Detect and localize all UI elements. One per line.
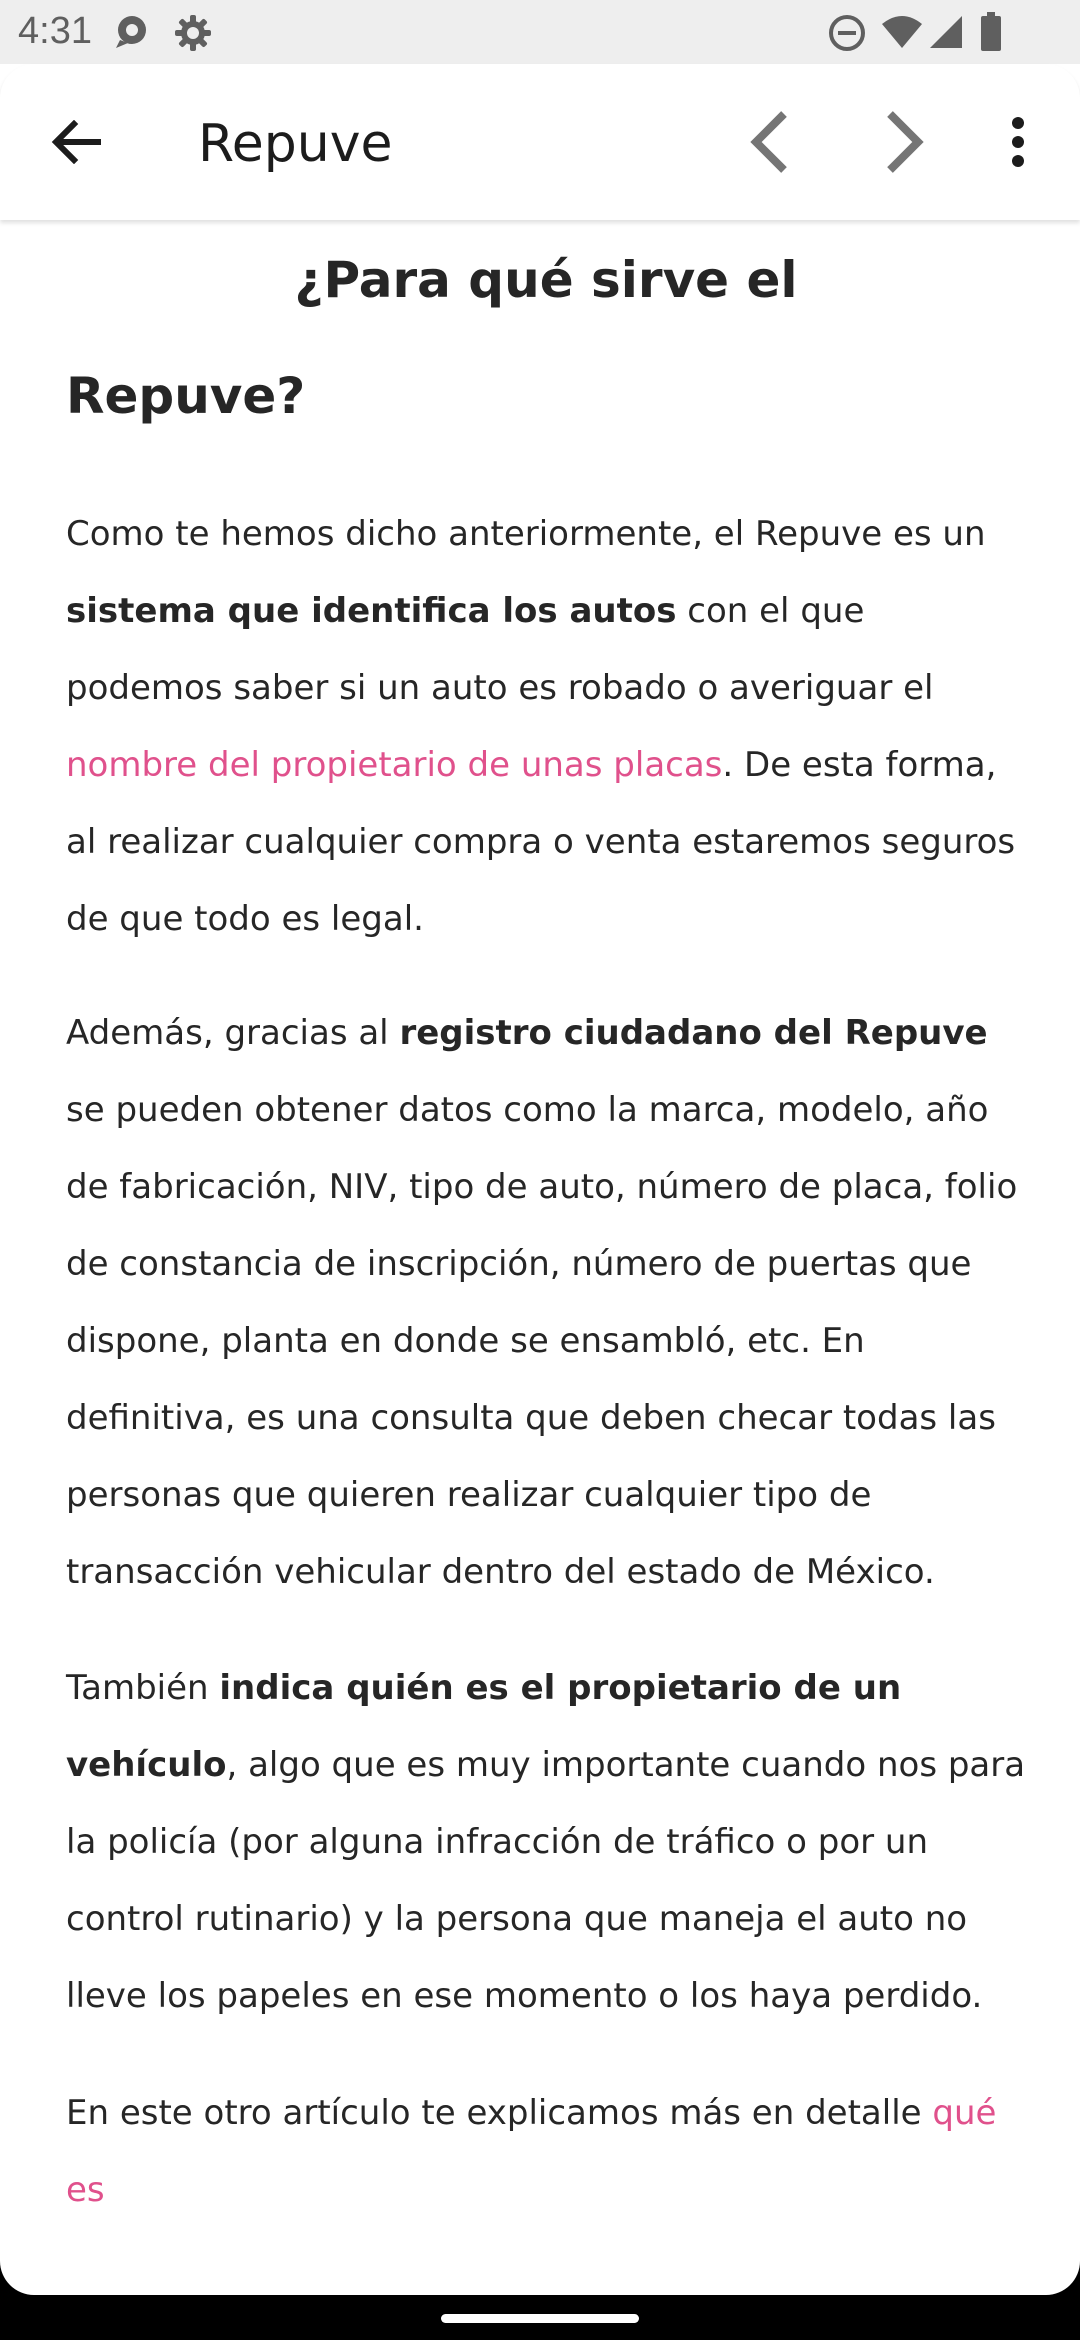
text-span: Como te hemos dicho anteriormente, el Repuve es un (66, 514, 986, 554)
que-es-link[interactable]: qué es (66, 2093, 997, 2210)
gear-icon (174, 14, 212, 57)
heading-line-2: Repuve? (66, 367, 306, 425)
status-bar (0, 0, 1080, 64)
heading-line-1: ¿Para qué sirve el (294, 251, 798, 309)
back-arrow-icon (50, 120, 102, 164)
signal-icon (928, 14, 964, 55)
app-bar (0, 64, 1080, 220)
text-span: También (66, 1668, 220, 1708)
article-content (66, 222, 1026, 2210)
more-options-button[interactable] (970, 94, 1066, 190)
chevron-left-icon (746, 110, 794, 174)
bold-text: indica quién es el propietario de un vehículo (66, 1668, 902, 1785)
text-span: se pueden obtener datos como la marca, modelo, año de fabricación, NIV, tipo de auto, número de placa, folio de constancia de inscripción, número de puertas que dispone, planta en donde se ensambló, etc. En definitiva, es una consulta que deben checar todas las personas que quieren realizar cualquier tipo de transacción vehicular dentro del estado de México. (66, 1090, 1018, 1592)
chevron-right-icon (880, 110, 928, 174)
do-not-disturb-icon (828, 14, 866, 57)
chat-bubble-icon (112, 14, 152, 55)
page-title: Repuve (198, 114, 393, 174)
paragraph-1 (66, 496, 1026, 958)
text-span: En este otro artículo te explicamos más en detalle (66, 2093, 933, 2133)
battery-icon (980, 12, 1002, 57)
text-span: con el que podemos saber si un auto es robado o averiguar el (66, 591, 934, 708)
paragraph-3 (66, 1650, 1026, 2035)
bold-text: sistema que identifica los autos (66, 591, 677, 631)
owner-plates-link[interactable]: nombre del propietario de unas placas (66, 745, 723, 785)
text-span: . De esta forma, al realizar cualquier compra o venta estaremos seguros de que todo es legal. (66, 745, 1016, 939)
gesture-nav-handle[interactable] (441, 2314, 639, 2323)
text-span: , algo que es muy importante cuando nos para la policía (por alguna infracción de tráfico o por un control rutinario) y la persona que maneja el auto no lleve los papeles en ese momento o los haya perdido. (66, 1745, 1026, 2016)
section-heading (66, 222, 1026, 454)
text-span: Además, gracias al (66, 1013, 400, 1053)
wifi-icon (880, 14, 924, 55)
previous-button[interactable] (722, 94, 818, 190)
back-button[interactable] (28, 94, 124, 190)
more-vert-icon (1010, 117, 1026, 167)
paragraph-4 (66, 2075, 1026, 2229)
status-time: 4:31 (18, 10, 92, 52)
next-button[interactable] (856, 94, 952, 190)
paragraph-2 (66, 995, 1026, 1611)
bold-text: registro ciudadano del Repuve (399, 1013, 988, 1053)
